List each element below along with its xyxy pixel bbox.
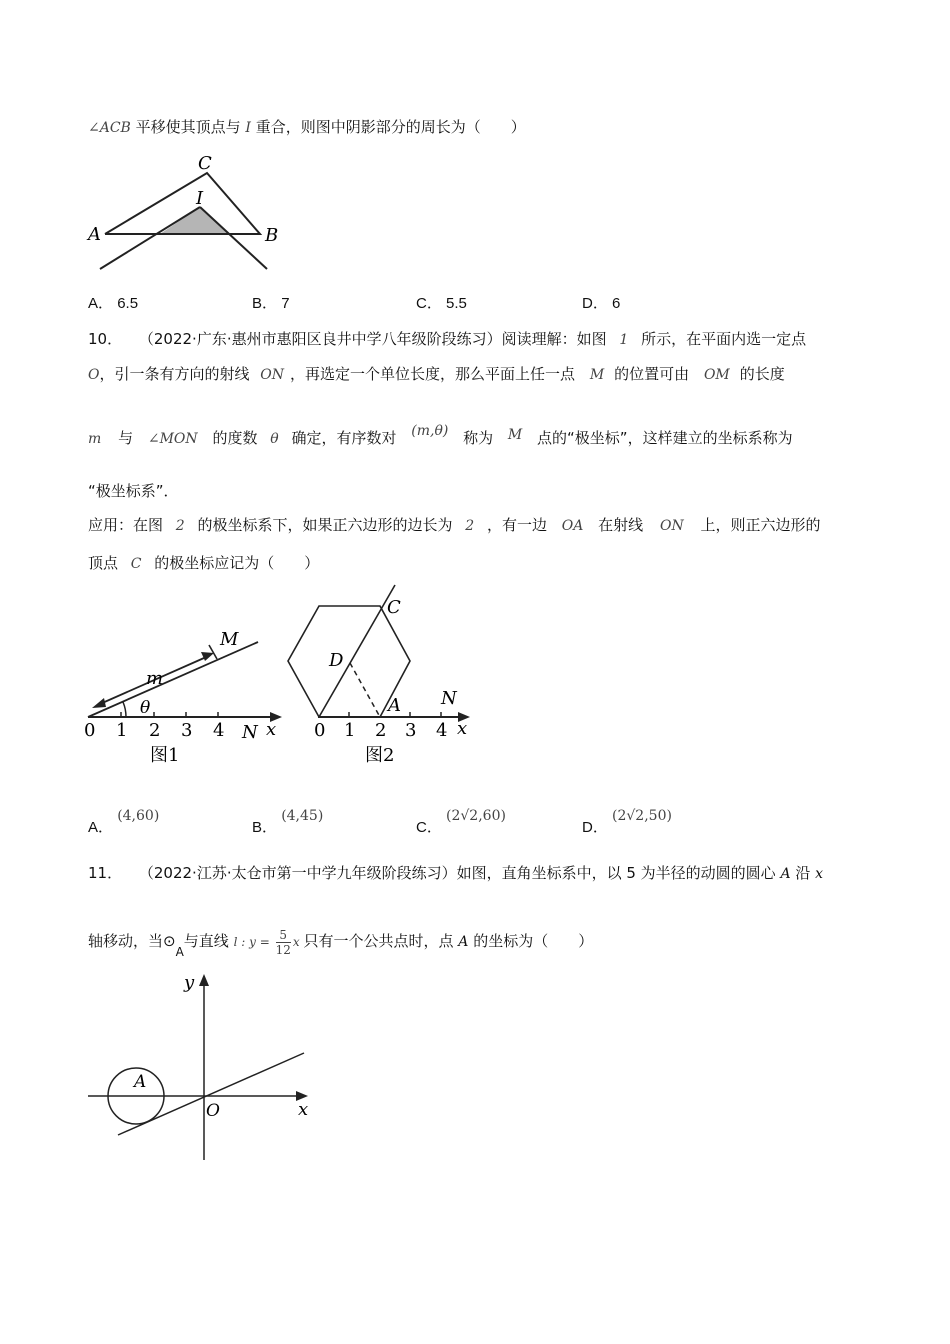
q9-stem-text: 平移使其顶点与 [135, 118, 241, 136]
label-c: C [198, 153, 212, 174]
q10-option-d[interactable]: D． (2√2,50) [582, 808, 672, 836]
label-x: x [457, 718, 468, 739]
ray-om [88, 642, 258, 717]
q10-option-b[interactable]: B． (4,45) [252, 808, 324, 836]
tick-label-2: 2 [375, 720, 387, 741]
label-n: N [242, 722, 258, 743]
label-a: A [388, 695, 401, 716]
dashed-da [350, 663, 380, 717]
label-b: B [265, 225, 279, 246]
q9-stem-text2: 重合，则图中阴影部分的周长为（ ） [255, 118, 526, 136]
label-i: I [196, 188, 204, 209]
tick-label-0: 0 [84, 720, 96, 741]
line-equation: l : y = 5 12 x [233, 928, 300, 957]
label-a: A [88, 224, 101, 245]
label-m-point: M [220, 629, 239, 650]
q10-line4: “极坐标系”． [88, 482, 179, 500]
caption-fig2: 图2 [365, 745, 395, 766]
q10-line1: 10． （2022·广东·惠州市惠阳区良井中学八年级阶段练习）阅读理解：如图 1 所示，在平面内选一定点 [88, 330, 807, 348]
label-x: x [298, 1099, 309, 1120]
point-i: I [245, 120, 251, 136]
q10-last-line: 顶点 C 的极坐标应记为（ ） [88, 554, 320, 572]
q11-line2: 轴移动，当$⊙_A$与直线 $_{l : y = \frac{5}{12} x}$ 只有一个公共点时，点 A 的坐标为（ ） [88, 928, 594, 959]
caption-fig1: 图1 [150, 745, 180, 766]
q10-application: 应用：在图 2 的极坐标系下，如果正六边形的边长为 2 ，有一边 OA 在射线 ON 上，则正六边形的 [88, 516, 821, 534]
q10-number: 10． [88, 330, 123, 348]
q11-source: （2022·江苏·太仓市第一中学九年级阶段练习） [138, 864, 457, 882]
line-l [118, 1053, 304, 1135]
label-x: x [266, 719, 277, 740]
q10-source: （2022·广东·惠州市惠阳区良井中学八年级阶段练习） [138, 330, 502, 348]
tick-label-2: 2 [149, 720, 161, 741]
angle-acb: ∠ACB [88, 120, 131, 136]
q10-option-c[interactable]: C． (2√2,60) [416, 808, 506, 836]
tick-label-4: 4 [213, 720, 225, 741]
angle-arc-theta [123, 702, 126, 717]
label-theta: θ [140, 698, 151, 718]
label-n: N [441, 688, 457, 709]
q9-option-c[interactable]: C． 5.5 [416, 295, 467, 312]
arrowhead-m-end [201, 652, 214, 661]
q9-option-b[interactable]: B． 7 [252, 295, 290, 312]
q10-figure-2 [280, 580, 480, 770]
tick-label-3: 3 [181, 720, 193, 741]
tick-label-1: 1 [344, 720, 356, 741]
label-c: C [387, 597, 401, 618]
q10-option-a[interactable]: A． (4,60) [88, 808, 160, 836]
arrowhead-m-start [92, 698, 106, 708]
label-d: D [329, 650, 344, 671]
label-m-length: m [146, 668, 164, 689]
tick-label-0: 0 [314, 720, 326, 741]
label-o: O [206, 1101, 220, 1121]
q11-line1: 11． （2022·江苏·太仓市第一中学九年级阶段练习）如图，直角坐标系中，以 5 为半径的动圆的圆心 A 沿 x [88, 864, 824, 882]
q9-option-d[interactable]: D． 6 [582, 295, 621, 312]
q10-line2: O，引一条有方向的射线 ON ，再选定一个单位长度，那么平面上任一点 M 的位置可由 OM 的长度 [88, 365, 785, 383]
translated-side-2 [200, 207, 267, 269]
y-axis-arrow [199, 974, 209, 986]
q11-number: 11． [88, 864, 123, 882]
tick-label-3: 3 [405, 720, 417, 741]
q9-option-a[interactable]: A． 6.5 [88, 295, 139, 312]
label-a: A [134, 1072, 147, 1092]
q10-line3: m 与 ∠MON 的度数 θ 确定，有序数对 (m,θ) 称为 M 点的“极坐标”，这样建立的坐标系称为 [88, 423, 793, 447]
tick-label-4: 4 [436, 720, 448, 741]
q9-figure [80, 148, 300, 273]
translated-side-1 [100, 207, 200, 269]
q10-figure-1 [80, 620, 290, 770]
q11-figure [80, 970, 320, 1170]
marker-m [209, 645, 217, 659]
q9-stem [88, 116, 526, 137]
tick-label-1: 1 [116, 720, 128, 741]
label-y: y [184, 972, 195, 993]
